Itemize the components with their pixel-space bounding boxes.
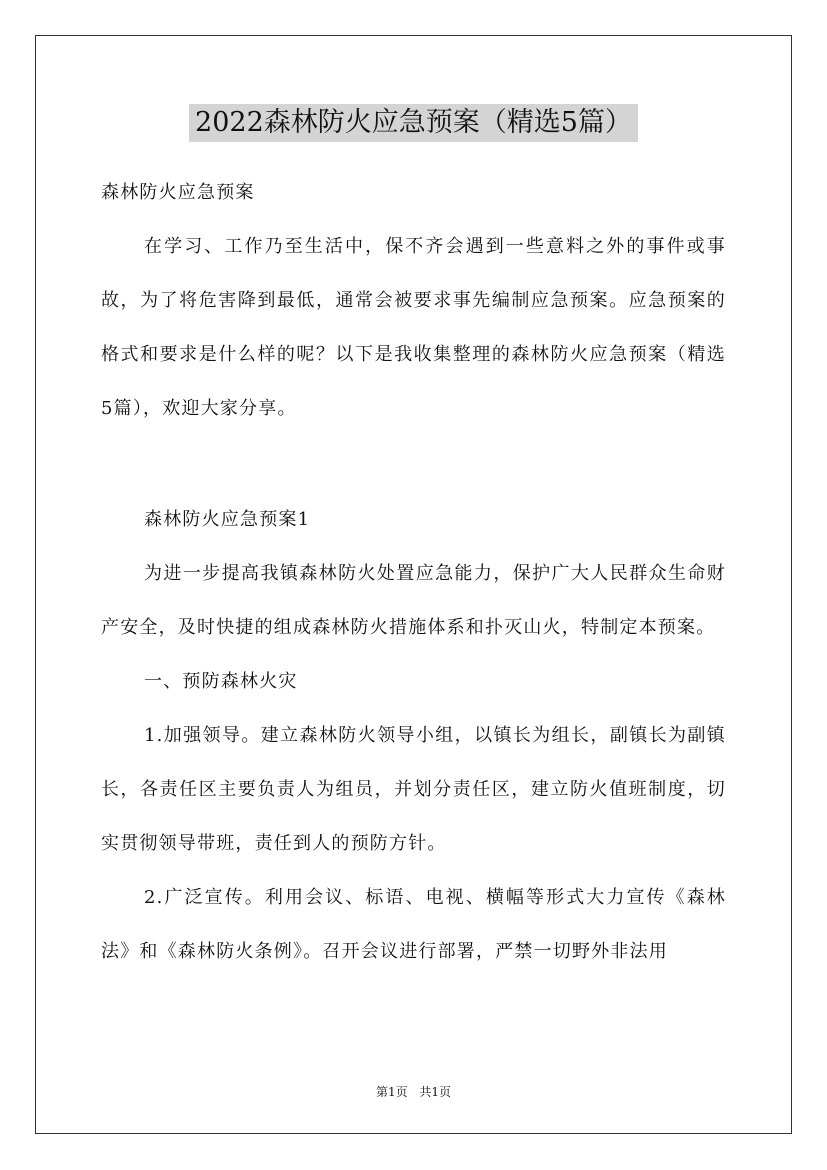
page-footer bbox=[0, 1083, 827, 1101]
page-number-total: 共1页 bbox=[419, 1085, 452, 1099]
document-body-main bbox=[101, 493, 726, 979]
list-item: 2.广泛宣传。利用会议、标语、电视、横幅等形式大力宣传《森林法》和《森林防火条例》。召开会议进行部署，严禁一切野外非法用 bbox=[101, 887, 726, 962]
subtitle: 森林防火应急预案 bbox=[101, 182, 255, 203]
list-item: 1.加强领导。建立森林防火领导小组，以镇长为组长，副镇长为副镇长，各责任区主要负责人为组员，并划分责任区，建立防火值班制度，切实贯彻领导带班，责任到人的预防方针。 bbox=[101, 725, 726, 854]
title-container bbox=[0, 104, 827, 142]
intro-paragraph: 在学习、工作乃至生活中，保不齐会遇到一些意料之外的事件或事故，为了将危害降到最低，通常会被要求事先编制应急预案。应急预案的格式和要求是什么样的呢？以下是我收集整理的森林防火应急预案（精选5篇），欢迎大家分享。 bbox=[101, 236, 726, 419]
section-heading: 森林防火应急预案1 bbox=[144, 509, 311, 530]
document-title: 2022森林防火应急预案（精选5篇） bbox=[189, 104, 638, 142]
section-paragraph: 为进一步提高我镇森林防火处置应急能力，保护广大人民群众生命财产安全，及时快捷的组成森林防火措施体系和扑灭山火，特制定本预案。 bbox=[101, 563, 726, 638]
document-body-top bbox=[101, 166, 726, 436]
part-heading: 一、预防森林火灾 bbox=[144, 671, 298, 692]
page-number-current: 第1页 bbox=[375, 1085, 408, 1099]
